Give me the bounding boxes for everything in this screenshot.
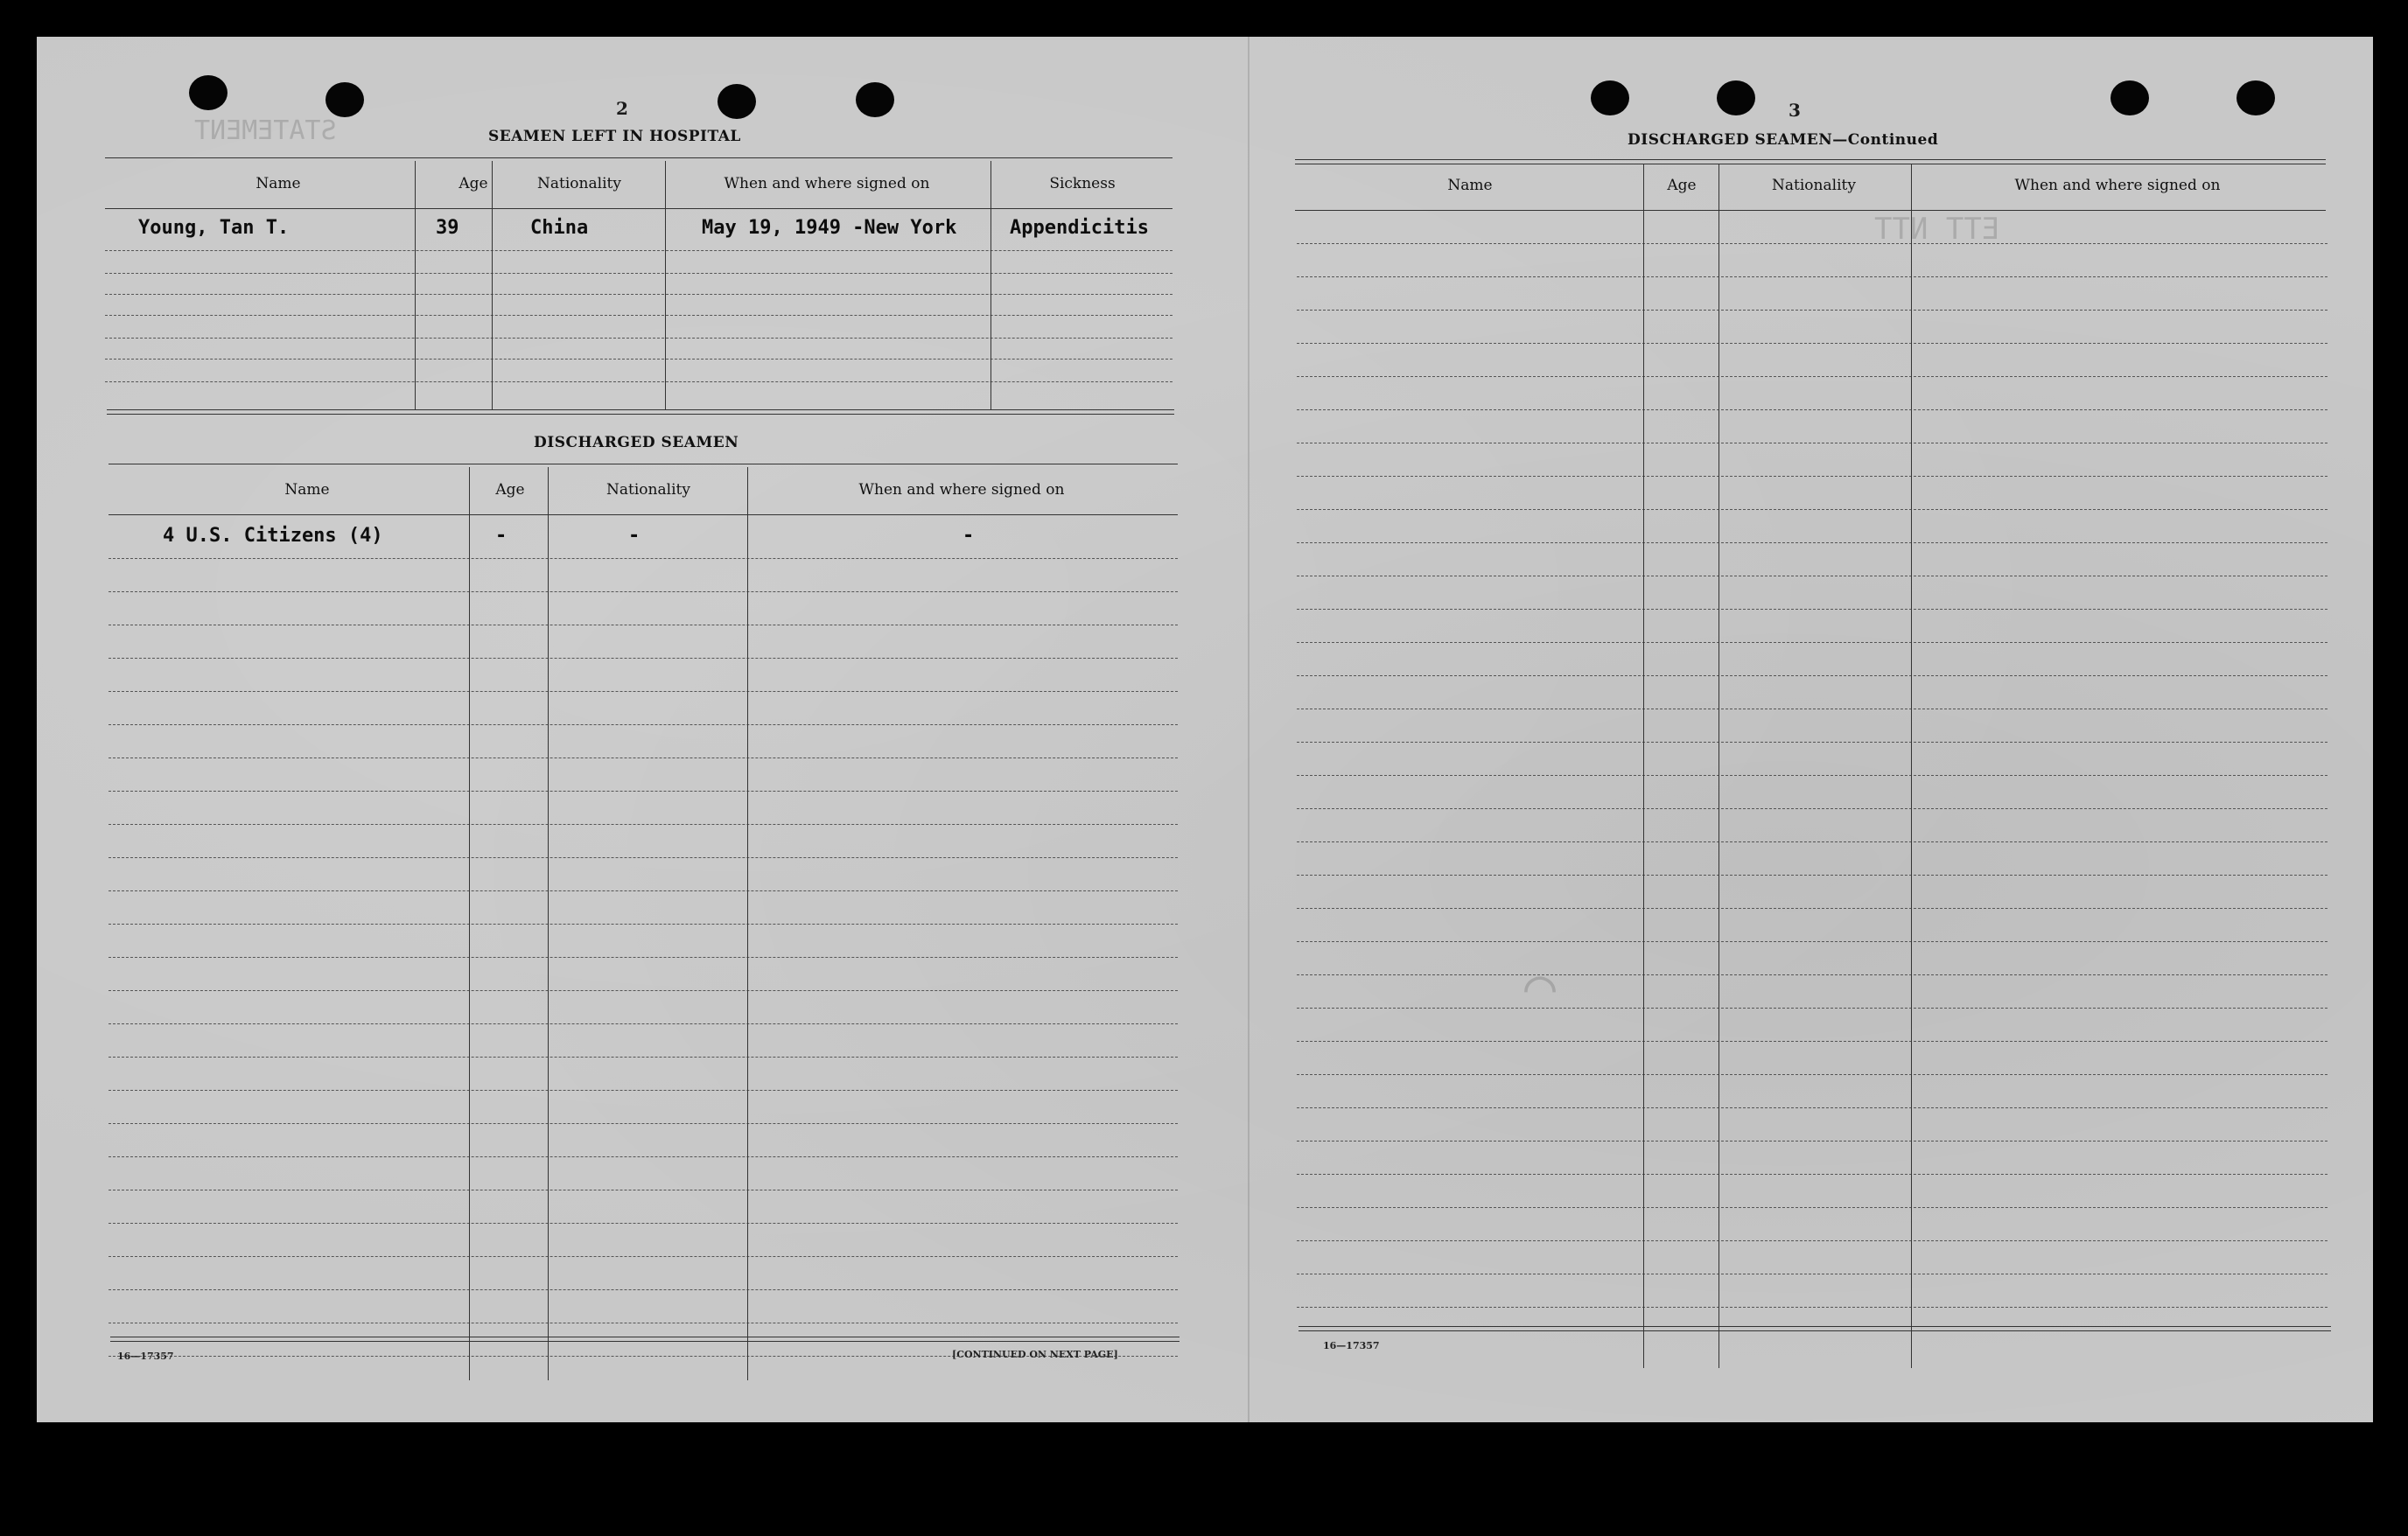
bleed-through-mark: ETT NTT: [1874, 212, 2000, 247]
continued-col-name: Name: [1447, 177, 1493, 194]
continued-divider: [1718, 164, 1719, 1368]
page-number-left: 2: [616, 98, 628, 119]
continued-divider: [1911, 164, 1912, 1368]
hospital-nationality: China: [530, 217, 589, 239]
discharged-age: -: [495, 525, 508, 547]
hospital-col-name: Name: [256, 175, 301, 192]
continued-ruled-lines: [1297, 210, 2328, 1347]
discharged-section-title: DISCHARGED SEAMEN: [534, 434, 739, 451]
discharged-divider: [747, 467, 748, 1380]
continued-col-age: Age: [1667, 177, 1697, 194]
hospital-col-signed-on: When and where signed on: [724, 175, 930, 192]
continued-col-signed-on: When and where signed on: [2014, 177, 2221, 194]
continued-divider: [1643, 164, 1644, 1368]
discharged-nationality: -: [628, 525, 640, 547]
hospital-col-sickness: Sickness: [1049, 175, 1116, 192]
discharged-name: 4 U.S. Citizens (4): [163, 525, 383, 547]
punch-hole: [1591, 80, 1629, 115]
bleed-through-mark: STATEMENT: [194, 115, 337, 146]
discharged-col-signed-on: When and where signed on: [858, 481, 1065, 499]
punch-hole: [856, 82, 894, 117]
document-sheet: [37, 37, 2373, 1422]
hospital-divider: [990, 161, 991, 409]
discharged-col-nationality: Nationality: [606, 481, 690, 499]
continued-title-suffix: —Continued: [1832, 131, 1939, 149]
form-number-right: 16—17357: [1323, 1340, 1380, 1351]
bleed-through-mark: ⌒: [1524, 955, 1557, 1016]
hospital-signed-on: May 19, 1949 -New York: [702, 217, 957, 239]
hospital-age: 39: [436, 217, 459, 239]
continued-col-nationality: Nationality: [1772, 177, 1856, 194]
punch-hole: [2110, 80, 2149, 115]
hospital-sickness: Appendicitis: [1010, 217, 1149, 239]
page-fold: [1248, 37, 1250, 1422]
discharged-signed-on: -: [962, 525, 975, 547]
hospital-divider: [665, 161, 666, 409]
punch-hole: [2236, 80, 2275, 115]
hospital-name: Young, Tan T.: [138, 217, 290, 239]
punch-hole: [1717, 80, 1755, 115]
hospital-section-title: SEAMEN LEFT IN HOSPITAL: [488, 128, 741, 145]
hospital-col-age: Age: [458, 175, 488, 192]
hospital-top-rule: [105, 157, 1172, 158]
punch-hole: [326, 82, 364, 117]
hospital-divider: [415, 161, 416, 409]
hospital-col-nationality: Nationality: [537, 175, 621, 192]
continued-top-rule: [1295, 159, 2326, 160]
discharged-divider: [548, 467, 549, 1380]
punch-hole: [189, 75, 228, 110]
discharged-ruled-lines: [108, 514, 1178, 1380]
continued-note: [CONTINUED ON NEXT PAGE]: [952, 1349, 1118, 1360]
discharged-col-age: Age: [495, 481, 525, 499]
discharged-col-name: Name: [284, 481, 330, 499]
continued-title-text: DISCHARGED SEAMEN: [1628, 131, 1833, 149]
continued-section-title: [1628, 131, 1938, 149]
hospital-bottom-rule: [107, 409, 1174, 410]
discharged-divider: [469, 467, 470, 1380]
punch-hole: [718, 84, 756, 119]
page-number-right: 3: [1788, 100, 1801, 121]
hospital-divider: [492, 161, 493, 409]
form-number-left: 16—17357: [117, 1351, 174, 1362]
continued-bottom-rule: [1298, 1326, 2331, 1327]
